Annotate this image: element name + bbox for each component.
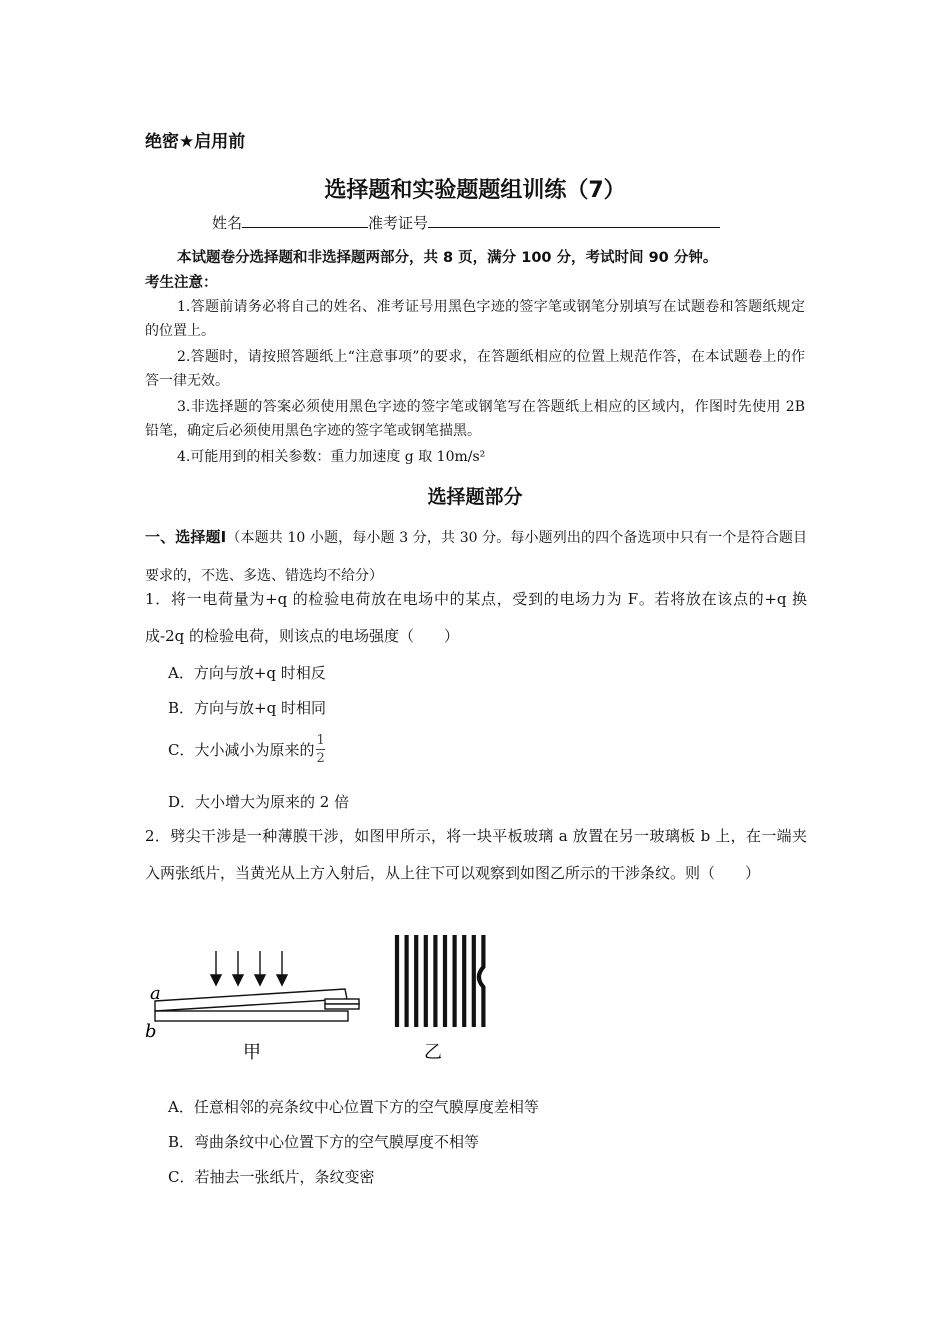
label-a: a xyxy=(150,983,161,1004)
question-2-stem: 2．劈尖干涉是一种薄膜干涉，如图甲所示，将一块平板玻璃 a 放置在另一玻璃板 b 上，在一端夹入两张纸片，当黄光从上方入射后，从上往下可以观察到如图乙所示的干涉条纹。则（ ） xyxy=(145,827,807,882)
q1-option-c xyxy=(168,732,325,767)
section-title: 选择题部分 xyxy=(427,486,523,508)
exam-intro: 本试题卷分选择题和非选择题两部分，共 8 页，满分 100 分，考试时间 90 分钟。 xyxy=(177,250,718,266)
q2-option-b: B．弯曲条纹中心位置下方的空气膜厚度不相等 xyxy=(168,1133,480,1151)
fringe-stripe xyxy=(479,935,484,1027)
notice-item: 2.答题时，请按照答题纸上“注意事项”的要求，在答题纸相应的位置上规范作答，在本试题卷上的作答一律无效。 xyxy=(145,349,805,389)
secret-label: 绝密★启用前 xyxy=(145,132,246,152)
q1-option-b: B．方向与放+q 时相同 xyxy=(168,699,326,717)
label-b: b xyxy=(145,1021,157,1042)
q1-option-c-text: C．大小减小为原来的 xyxy=(168,741,315,759)
glass-plates xyxy=(155,989,359,1021)
glass-plate-a xyxy=(155,989,347,1011)
fraction-one-half xyxy=(316,732,324,767)
notice-item: 3.非选择题的答案必须使用黑色字迹的签字笔或钢笔写在答题纸上相应的区域内，作图时先使用 2B 铅笔，确定后必须使用黑色字迹的签字笔或钢笔描黑。 xyxy=(145,399,805,439)
exam-id-label: 准考证号 xyxy=(368,214,429,232)
q1-option-a: A．方向与放+q 时相反 xyxy=(168,664,326,682)
fraction-denominator: 2 xyxy=(316,751,325,766)
name-label: 姓名 xyxy=(212,214,243,232)
exam-id-blank xyxy=(428,213,720,228)
caption-jia: 甲 xyxy=(243,1042,261,1063)
part1-desc: （本题共 10 小题，每小题 3 分，共 30 分。每小题列出的四个备选项中只有一个是符合题目要求的，不选、多选、错选均不给分） xyxy=(145,530,807,584)
notice-item: 4.可能用到的相关参数：重力加速度 g 取 10m/s² xyxy=(177,449,486,465)
part1-heading: 一、选择题Ⅰ xyxy=(145,528,227,546)
page-title: 选择题和实验题题组训练（7） xyxy=(324,178,626,203)
caption-yi: 乙 xyxy=(424,1042,442,1063)
question-1-stem: 1．将一电荷量为+q 的检验电荷放在电场中的某点，受到的电场力为 F。若将放在该点的+q 换成-2q 的检验电荷，则该点的电场强度（ ） xyxy=(145,590,807,645)
light-arrows xyxy=(211,951,287,985)
paper-slip xyxy=(325,999,359,1004)
notice-item: 1.答题前请务必将自己的姓名、准考证号用黑色字迹的签字笔或钢笔分别填写在试题卷和答题纸规定的位置上。 xyxy=(145,299,805,339)
glass-plate-b xyxy=(155,1011,348,1021)
paper-slip xyxy=(325,1004,359,1009)
interference-fringes xyxy=(397,935,483,1027)
q2-option-c: C．若抽去一张纸片，条纹变密 xyxy=(168,1168,375,1186)
wedge-interference-figure xyxy=(140,925,520,1070)
fraction-numerator: 1 xyxy=(316,733,325,748)
name-blank xyxy=(242,213,368,228)
q1-option-d: D．大小增大为原来的 2 倍 xyxy=(168,793,350,811)
notice-heading: 考生注意： xyxy=(145,275,218,291)
q2-option-a: A．任意相邻的亮条纹中心位置下方的空气膜厚度差相等 xyxy=(168,1098,539,1116)
name-line xyxy=(212,212,720,233)
